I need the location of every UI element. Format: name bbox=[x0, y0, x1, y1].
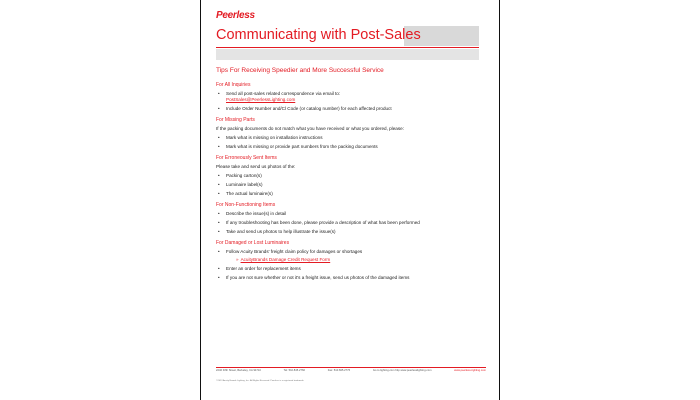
list-item: • Luminaire label(s) bbox=[216, 182, 481, 188]
footer-tel: Tel: 510.845.2760 bbox=[283, 369, 306, 372]
list-item: • The actual luminaire(s) bbox=[216, 191, 481, 197]
footer-more: Go to lighting.com http www.peerlesslighting.com bbox=[372, 369, 432, 372]
sub-link-row bbox=[226, 257, 481, 263]
footer bbox=[216, 369, 486, 373]
list-item: • Take and send us photos to help illustrate the issue(s) bbox=[216, 229, 481, 235]
page-subtitle: Tips For Receiving Speedier and More Successful Service bbox=[216, 67, 384, 74]
section-heading: For Non-Functioning Items bbox=[216, 202, 276, 208]
footer-address: 2246 Fifth Street, Berkeley, CA 94710 bbox=[216, 369, 261, 372]
section-damaged-lost bbox=[216, 240, 481, 281]
list-item: • Enter an order for replacement items bbox=[216, 266, 481, 272]
bullet-list bbox=[216, 135, 481, 150]
item-text: Send all post-sales related correspondence via email to: bbox=[226, 91, 341, 96]
section-intro: Please take and send us photos of the: bbox=[216, 164, 296, 169]
footer-rule bbox=[216, 367, 486, 368]
item-text: Include Order Number and/Cl Code (or catalog number) for each affected product bbox=[226, 106, 392, 111]
email-link[interactable]: PostSales@PeerlessLighting.com bbox=[226, 97, 296, 102]
list-item bbox=[216, 91, 481, 103]
list-item: • Mark what is missing on installation instructions bbox=[216, 135, 481, 141]
section-heading: For Erroneously Sent Items bbox=[216, 155, 277, 161]
list-item bbox=[216, 249, 481, 263]
bullet-list bbox=[216, 173, 481, 197]
sections-container bbox=[216, 82, 481, 286]
bullet-list bbox=[216, 211, 481, 235]
list-item: • Mark what is missing or provide part numbers from the packing documents bbox=[216, 144, 481, 150]
list-item bbox=[216, 106, 481, 112]
item-text: Follow Acuity Brands' freight claim policy for damages or shortages bbox=[226, 249, 363, 254]
list-item: • If any troubleshooting has been done, please provide a description of what has been performed bbox=[216, 220, 481, 226]
title-bar bbox=[216, 26, 479, 46]
footer-url[interactable]: www.peerless-lighting.com bbox=[454, 369, 486, 372]
section-heading: For Damaged or Lost Luminaires bbox=[216, 240, 290, 246]
title-rule bbox=[216, 47, 479, 48]
section-non-functioning bbox=[216, 202, 481, 235]
section-intro: If the packing documents do not match what you have received or what you ordered, please: bbox=[216, 126, 404, 131]
damage-credit-form-link[interactable]: AcuityBrands Damage Credit Request Form bbox=[240, 257, 331, 262]
list-item: • Describe the issue(s) in detail bbox=[216, 211, 481, 217]
section-missing-parts bbox=[216, 117, 481, 150]
list-item: • Packing carton(s) bbox=[216, 173, 481, 179]
bullet-list bbox=[216, 91, 481, 112]
section-heading: For All Inquiries bbox=[216, 82, 251, 88]
footer-fax: Fax: 510.845.2776 bbox=[327, 369, 351, 372]
title-gray-strip bbox=[216, 49, 479, 60]
arrow-icon: » bbox=[236, 257, 239, 262]
section-heading: For Missing Parts bbox=[216, 117, 255, 123]
bullet-list bbox=[216, 249, 481, 281]
list-item: • If you are not sure whether or not it's a freight issue, send us photos of the damaged items bbox=[216, 275, 481, 281]
document-page bbox=[200, 0, 500, 400]
footer-fine-print: ©2013 Acuity Brands Lighting, Inc. All Rights Reserved. Peerless is a registered trademark bbox=[216, 380, 304, 382]
peerless-logo: Peerless bbox=[216, 10, 255, 21]
section-erroneous-items bbox=[216, 155, 481, 197]
page-title: Communicating with Post-Sales bbox=[216, 27, 421, 43]
section-all-inquiries bbox=[216, 82, 481, 112]
